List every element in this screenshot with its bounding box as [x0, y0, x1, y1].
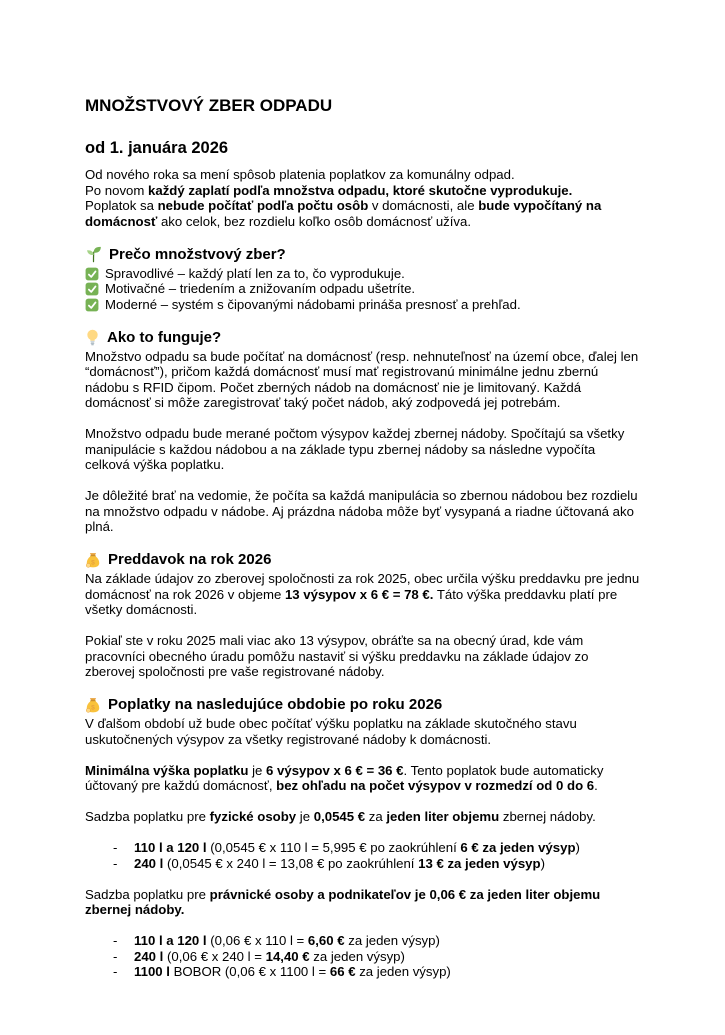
rate-legal-list [85, 933, 640, 980]
text-segment-bold: právnické osoby a podnikateľov je 0,06 € za jeden liter objemu zbernej nádoby. [85, 886, 601, 917]
text-segment-bold: fyzické osoby [209, 809, 297, 824]
list-item [85, 856, 640, 872]
section-heading-advance [85, 550, 640, 569]
checklist-item-label: Spravodlivé – každý platí len za to, čo vyprodukuje. [105, 265, 405, 281]
lightbulb-icon [85, 329, 100, 346]
svg-text:$: $ [91, 559, 95, 567]
list-item [85, 840, 640, 856]
check-icon [85, 267, 99, 281]
bullet-dash: - [113, 855, 118, 871]
text-segment-bold: 1100 l [134, 964, 170, 979]
text-segment-bold: 6 výsypov x 6 € = 36 € [266, 762, 404, 778]
text-segment: za jeden výsyp) [344, 933, 440, 948]
section-heading-label: Preddavok na rok 2026 [108, 551, 272, 568]
text-segment-bold: nebude počítať podľa počtu osôb [157, 198, 369, 213]
advance-paragraph-2: Pokiaľ ste v roku 2025 mali viac ako 13 výsypov, obráťte sa na obecný úrad, kde vám pracovníci obecného úradu pomôžu nastaviť si výšku preddavku na základe údajov zo zberovej spoločnosti pre vaše registrované nádoby. [85, 633, 589, 679]
text-segment-bold: 13 výsypov x 6 € = 78 €. [284, 586, 434, 602]
checklist-item-label: Moderné – systém s čipovanými nádobami prináša presnosť a prehľad. [105, 296, 521, 312]
list-item [85, 964, 640, 980]
text-segment-bold: 110 l a 120 l [134, 933, 207, 948]
text-segment: (0,0545 € x 240 l = 13,08 € po zaokrúhlení [163, 855, 419, 871]
how-paragraph-1: Množstvo odpadu sa bude počítať na domácnosť (resp. nehnuteľnosť na území obce, ďalej len “domácnosť”), pričom každá domácnosť musí mať registrovanú minimálne jednu zbernú nádobu s RFID čipom. Počet zberných nádob na domácnosť nie je limitovaný. Každá domácnosť si môže zaregistrovať taký počet nádob, aký zodpovedá jej potrebám. [85, 348, 639, 410]
fees-paragraph-1: V ďalšom období už bude obec počítať výšku poplatku na základe skutočného stavu uskutočnených výsypov za všetky registrované nádoby k domácnosti. [85, 716, 577, 747]
text-segment: (0,06 € x 110 l = [206, 933, 308, 948]
bullet-dash: - [113, 948, 118, 964]
section-heading-label: Poplatky na nasledujúce obdobie po roku 2026 [108, 696, 443, 713]
text-segment-bold: 0,0545 € [313, 809, 366, 824]
text-segment: za jeden výsyp) [355, 964, 451, 979]
text-segment: za jeden výsyp) [309, 948, 405, 964]
text-segment-bold: bez ohľadu na počet výsypov v rozmedzí od 0 do 6 [276, 778, 595, 793]
text-segment-bold: 6,60 € [307, 933, 345, 948]
svg-text:$: $ [91, 704, 95, 712]
bullet-text [134, 949, 405, 965]
seedling-icon [85, 246, 102, 263]
moneybag-icon [85, 697, 101, 713]
text-segment: (0,0545 € x 110 l = 5,995 € po zaokrúhlení [206, 840, 461, 855]
fees-paragraph-2 [85, 763, 640, 794]
advance-paragraph-1 [85, 571, 640, 618]
text-segment: Sadzba poplatku pre [85, 809, 210, 824]
text-segment: BOBOR (0,06 € x 1100 l = [169, 964, 330, 979]
text-segment: . Tento poplatok bude automaticky účtovaný pre každú domácnosť, [85, 762, 604, 793]
text-segment-bold: bude vypočítaný na domácnosť [85, 198, 602, 229]
bullet-text [134, 933, 440, 949]
checklist-item-label: Motivačné – triedením a znižovaním odpadu ušetríte. [105, 281, 416, 296]
text-segment-bold: 14,40 € [265, 948, 310, 964]
text-segment-bold: 240 l [134, 855, 164, 871]
text-segment-bold: 6 € za jeden výsyp [460, 840, 576, 855]
text-segment: ) [575, 840, 580, 855]
section-heading-how [85, 328, 640, 347]
text-segment: v domácnosti, ale [368, 198, 479, 213]
text-segment-bold: 66 € [329, 964, 356, 979]
text-segment: Sadzba poplatku pre [85, 886, 210, 902]
rate-physical-intro [85, 809, 640, 825]
bullet-text [134, 964, 451, 980]
text-segment-bold: 240 l [134, 948, 164, 964]
section-heading-label: Prečo množstvový zber? [109, 245, 286, 263]
list-item [85, 949, 640, 965]
why-checklist [85, 266, 640, 313]
moneybag-icon [85, 552, 101, 568]
text-segment: . [594, 778, 598, 793]
checklist-item [85, 266, 640, 282]
rate-physical-list [85, 840, 640, 871]
bullet-text [134, 840, 580, 856]
section-heading-label: Ako to funguje? [107, 328, 222, 346]
bullet-dash: - [113, 840, 118, 855]
rate-legal-intro [85, 887, 640, 918]
text-segment-bold: každý zaplatí podľa množstva odpadu, ktoré skutočne vyprodukuje. [148, 182, 573, 198]
text-segment-bold: Minimálna výška poplatku [85, 762, 249, 778]
text-segment: Od nového roka sa mení spôsob platenia poplatkov za komunálny odpad. [85, 167, 515, 182]
text-segment: zbernej nádoby. [499, 809, 596, 824]
section-heading-fees [85, 695, 640, 714]
text-segment: (0,06 € x 240 l = [163, 948, 266, 964]
checklist-item [85, 281, 640, 297]
intro-paragraph [85, 167, 640, 229]
how-paragraph-3: Je dôležité brať na vedomie, že počíta sa každá manipulácia so zbernou nádobou bez rozdielu na množstvo odpadu v nádobe. Aj prázdna nádoba môže byť vysypaná a riadne účtovaná ako plná. [85, 488, 638, 534]
list-item [85, 933, 640, 949]
check-icon [85, 298, 99, 312]
bullet-dash: - [113, 933, 118, 948]
text-segment: Po novom [85, 182, 149, 198]
text-segment: Poplatok sa [85, 198, 158, 213]
text-segment: je [296, 809, 314, 824]
text-segment-bold: 13 € za jeden výsyp [418, 855, 541, 871]
text-segment: za [365, 809, 387, 824]
text-segment: ako celok, bez rozdielu koľko osôb domácnosť užíva. [157, 213, 472, 229]
how-paragraph-2: Množstvo odpadu bude merané počtom výsypov každej zbernej nádoby. Spočítajú sa všetky manipulácie s každou nádobou a na základe typu zbernej nádoby sa následne vypočíta celková výška poplatku. [85, 426, 625, 472]
check-icon [85, 282, 99, 296]
page-title: MNOŽSTVOVÝ ZBER ODPADU [85, 96, 333, 115]
date-heading: od 1. januára 2026 [85, 139, 229, 157]
checklist-item [85, 297, 640, 313]
text-segment-bold: jeden liter objemu [386, 809, 500, 824]
text-segment: Táto výška preddavku platí pre všetky domácnosti. [85, 586, 618, 617]
bullet-text [134, 856, 545, 872]
bullet-dash: - [113, 964, 118, 979]
section-heading-why [85, 245, 640, 264]
text-segment: je [248, 762, 267, 778]
text-segment: ) [540, 855, 545, 871]
text-segment: Na základe údajov zo zberovej spoločnosti za rok 2025, obec určila výšku preddavku pre jednu domácnosť na rok 2026 v objeme [85, 571, 640, 602]
text-segment-bold: 110 l a 120 l [134, 840, 207, 855]
